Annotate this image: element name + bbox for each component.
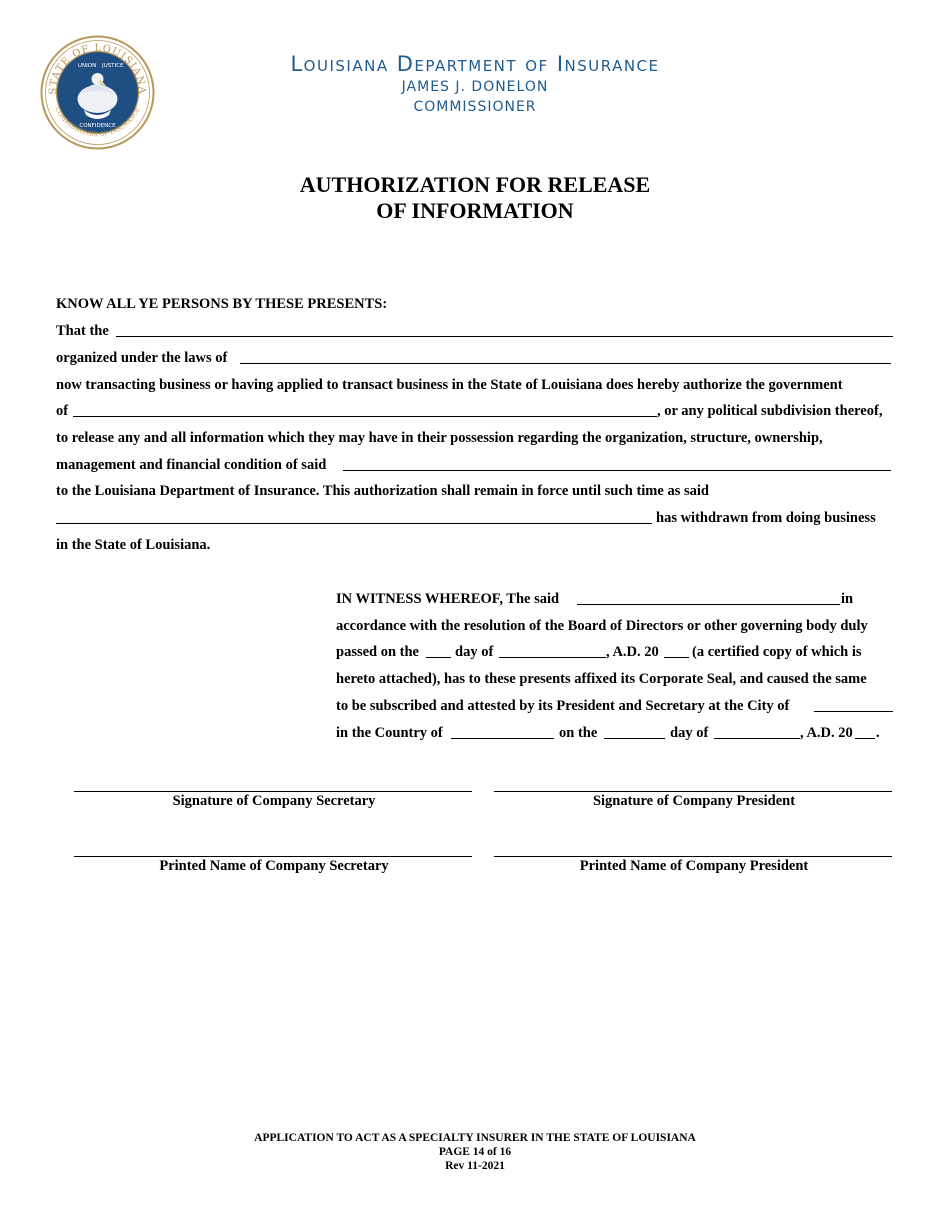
text-in: in	[841, 591, 854, 607]
louisiana-insurance-seal	[40, 35, 155, 150]
witness-company-blank[interactable]	[577, 604, 840, 605]
text-transacting-business: now transacting business or having applied to transact business in the State of Louisiana does hereby authorize the government	[56, 377, 843, 393]
text-day-of: day of	[455, 644, 494, 660]
signing-day-blank[interactable]	[604, 738, 665, 739]
resolution-day-blank[interactable]	[426, 657, 451, 658]
resolution-year-blank[interactable]	[664, 657, 689, 658]
text-has-withdrawn: has withdrawn from doing business	[656, 510, 876, 526]
svg-text:CONFIDENCE: CONFIDENCE	[79, 123, 116, 129]
text-passed-on-the: passed on the	[336, 644, 419, 660]
text-ad-20-2: , A.D. 20	[800, 725, 853, 741]
company-name-blank-2[interactable]	[343, 470, 891, 471]
svg-text:JUSTICE: JUSTICE	[102, 63, 124, 69]
commissioner-title: COMMISSIONER	[413, 99, 537, 115]
text-period: .	[876, 725, 880, 741]
text-that-the: That the	[56, 323, 109, 339]
commissioner-name: JAMES J. DONELON	[401, 79, 549, 95]
text-subscribed-attested: to be subscribed and attested by its President and Secretary at the City of	[336, 698, 790, 714]
text-on-the: on the	[559, 725, 598, 741]
company-name-blank[interactable]	[116, 336, 893, 337]
svg-text:STATE OF LOUISIANA: STATE OF LOUISIANA	[47, 42, 148, 95]
agency-name: Louisiana Department of Insurance	[290, 52, 660, 76]
city-blank[interactable]	[814, 711, 893, 712]
president-signature-label: Signature of Company President	[592, 793, 796, 809]
body-heading: KNOW ALL YE PERSONS BY THESE PRESENTS:	[56, 296, 388, 312]
document-title-line1: AUTHORIZATION FOR RELEASE	[299, 172, 651, 197]
president-printed-name-line[interactable]	[494, 856, 892, 857]
secretary-signature-label: Signature of Company Secretary	[172, 793, 376, 809]
text-in-witness: IN WITNESS WHEREOF, The said	[336, 591, 560, 607]
text-day-of-2: day of	[670, 725, 709, 741]
resolution-month-blank[interactable]	[499, 657, 606, 658]
footer-page-number: PAGE 14 of 16	[438, 1146, 512, 1158]
footer-application-title: APPLICATION TO ACT AS A SPECIALTY INSURER IN THE STATE OF LOUISIANA	[254, 1132, 696, 1144]
text-hereto-attached: hereto attached), has to these presents affixed its Corporate Seal, and caused the same	[336, 671, 867, 687]
svg-text:UNION: UNION	[78, 63, 97, 69]
text-release-information: to release any and all information which they may have in their possession regarding the organization, structure, ownership,	[56, 430, 823, 446]
state-of-incorporation-blank[interactable]	[240, 363, 891, 364]
signing-year-blank[interactable]	[855, 738, 875, 739]
government-blank[interactable]	[73, 416, 657, 417]
text-of: of	[56, 403, 69, 419]
text-certified-copy: (a certified copy of which is	[692, 644, 862, 660]
svg-text:COMMISSIONER OF INSURANCE: COMMISSIONER OF INSURANCE	[53, 106, 142, 139]
signing-month-blank[interactable]	[714, 738, 800, 739]
text-in-the-country-of: in the Country of	[336, 725, 443, 741]
secretary-printed-name-label: Printed Name of Company Secretary	[159, 858, 389, 874]
text-accordance-resolution: accordance with the resolution of the Board of Directors or other governing body duly	[336, 618, 868, 634]
secretary-signature-line[interactable]	[74, 791, 472, 792]
company-name-blank-3[interactable]	[56, 523, 652, 524]
text-political-subdivision: , or any political subdivision thereof,	[657, 403, 883, 419]
text-ad-20: , A.D. 20	[606, 644, 659, 660]
text-management-financial: management and financial condition of said	[56, 457, 327, 473]
text-state-of-louisiana: in the State of Louisiana.	[56, 537, 211, 553]
footer-revision: Rev 11-2021	[445, 1160, 505, 1172]
president-printed-name-label: Printed Name of Company President	[579, 858, 809, 874]
president-signature-line[interactable]	[494, 791, 892, 792]
text-department-authorization: to the Louisiana Department of Insurance. This authorization shall remain in force until such time as said	[56, 483, 709, 499]
country-blank[interactable]	[451, 738, 554, 739]
secretary-printed-name-line[interactable]	[74, 856, 472, 857]
text-organized-under: organized under the laws of	[56, 350, 228, 366]
document-title-line2: OF INFORMATION	[376, 198, 574, 223]
